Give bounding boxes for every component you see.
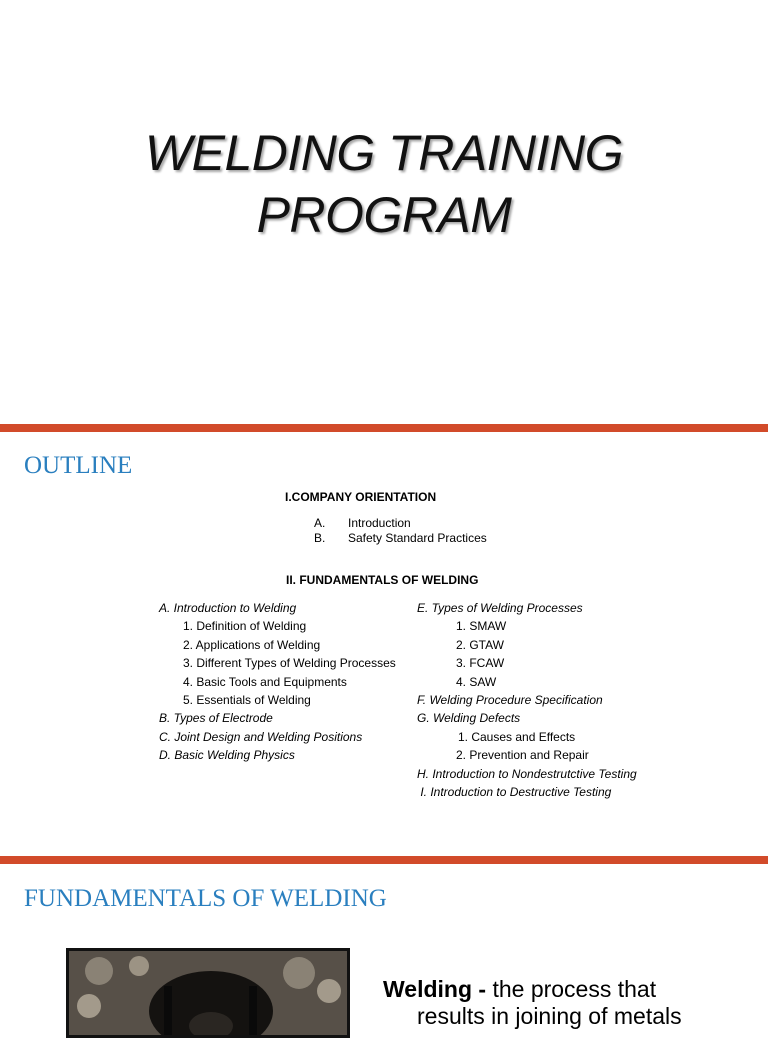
list-item: 4. Basic Tools and Equipments	[183, 674, 347, 689]
section-fundamentals: II. FUNDAMENTALS OF WELDING	[286, 573, 479, 587]
title-line-2: PROGRAM	[256, 187, 512, 243]
item-text: Safety Standard Practices	[348, 531, 487, 545]
list-item: C. Joint Design and Welding Positions	[159, 729, 363, 744]
list-item: 1. Definition of Welding	[183, 619, 307, 634]
list-item: D. Basic Welding Physics	[159, 748, 295, 763]
list-item: 5. Essentials of Welding	[183, 692, 311, 707]
list-item: G. Welding Defects	[417, 711, 521, 726]
list-item: B. Types of Electrode	[159, 711, 273, 726]
item-text: Introduction	[348, 516, 411, 530]
list-item: 1. Causes and Effects	[458, 729, 576, 744]
slide-divider-top	[0, 424, 768, 432]
list-item	[314, 516, 487, 531]
list-item: 2. GTAW	[456, 637, 504, 652]
list-item: 2. Applications of Welding	[183, 637, 321, 652]
list-item: 2. Prevention and Repair	[456, 748, 589, 763]
welding-photo	[66, 948, 350, 1038]
list-item: 1. SMAW	[456, 619, 507, 634]
company-orientation-list	[314, 516, 487, 546]
definition-term: Welding -	[383, 976, 487, 1002]
list-item: F. Welding Procedure Specification	[417, 692, 603, 707]
list-item: H. Introduction to Nondestrutctive Testing	[417, 766, 637, 781]
list-item: A. Introduction to Welding	[159, 601, 297, 615]
slide-divider-bottom	[0, 856, 768, 864]
outline-heading: OUTLINE	[24, 452, 133, 479]
list-item	[314, 531, 487, 546]
list-item: 4. SAW	[456, 674, 497, 689]
outline-right-column	[417, 599, 637, 801]
definition-line-2: results in joining of metals	[417, 1003, 682, 1029]
list-item: E. Types of Welding Processes	[417, 601, 583, 615]
fundamentals-heading: FUNDAMENTALS OF WELDING	[24, 885, 387, 912]
list-item: I. Introduction to Destructive Testing	[417, 784, 612, 799]
title-line-1: WELDING TRAINING	[144, 125, 624, 181]
item-letter: B.	[314, 531, 326, 545]
item-letter: A.	[314, 516, 326, 530]
list-item: 3. FCAW	[456, 656, 505, 671]
definition-line-1: the process that	[492, 976, 657, 1002]
title-slide	[0, 0, 768, 424]
outline-left-column	[159, 599, 396, 765]
welding-photo-image	[69, 951, 350, 1038]
welding-definition	[383, 976, 705, 1030]
section-company-orientation: I.COMPANY ORIENTATION	[285, 490, 437, 504]
list-item: 3. Different Types of Welding Processes	[183, 656, 396, 671]
